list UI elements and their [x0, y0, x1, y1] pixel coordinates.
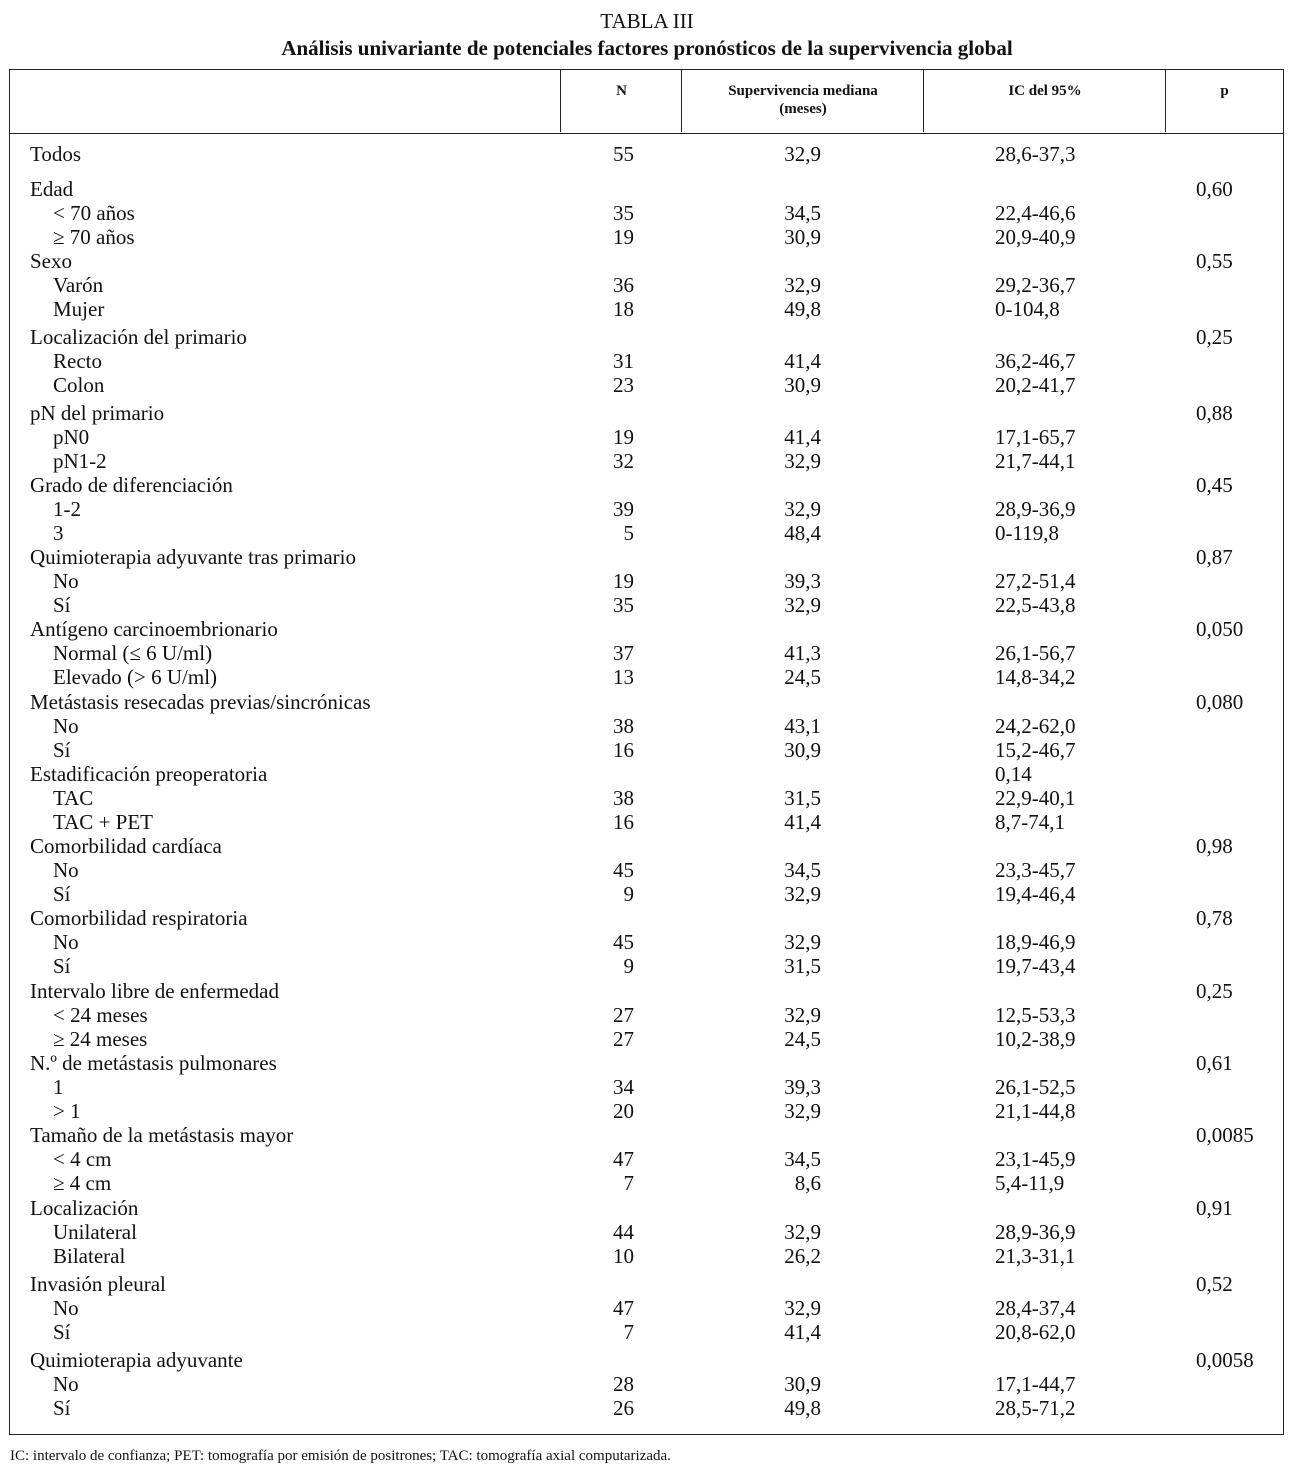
row-p: 0,61: [1196, 1051, 1233, 1075]
row-n: 55: [613, 142, 634, 166]
table-row: [10, 1051, 1283, 1075]
row-label: Edad: [30, 177, 74, 201]
table-row: [10, 401, 1283, 425]
row-n: 31: [613, 349, 634, 373]
row-ci: 24,2-62,0: [995, 714, 1076, 738]
row-ci: 29,2-36,7: [995, 273, 1076, 297]
row-label: Intervalo libre de enfermedad: [30, 979, 279, 1003]
row-n: 37: [613, 641, 634, 665]
row-p: 0,91: [1196, 1196, 1233, 1220]
table-row: [10, 449, 1283, 473]
row-label: Tamaño de la metástasis mayor: [30, 1123, 294, 1147]
table-row: [10, 325, 1283, 349]
row-median: 32,9: [784, 142, 821, 166]
row-median: 32,9: [784, 1220, 821, 1244]
row-p: 0,25: [1196, 979, 1233, 1003]
table-row: [10, 1396, 1283, 1420]
table-row: [10, 979, 1283, 1003]
table-row: [10, 425, 1283, 449]
table-row: [10, 641, 1283, 665]
row-ci: 21,7-44,1: [995, 449, 1076, 473]
row-ci: 28,9-36,9: [995, 1220, 1076, 1244]
row-ci: 19,7-43,4: [995, 954, 1076, 978]
row-ci: 22,5-43,8: [995, 593, 1076, 617]
row-median: 43,1: [784, 714, 821, 738]
table-row: [10, 1372, 1283, 1396]
row-label: Localización: [30, 1196, 139, 1220]
row-median: 41,4: [784, 425, 821, 449]
row-ci: 28,9-36,9: [995, 497, 1076, 521]
table-row: [10, 373, 1283, 397]
row-label: Comorbilidad respiratoria: [30, 906, 248, 930]
table-row: [10, 1320, 1283, 1344]
row-n: 7: [623, 1171, 634, 1195]
row-label: Quimioterapia adyuvante: [30, 1348, 243, 1372]
row-label: 1: [53, 1075, 64, 1099]
row-n: 16: [613, 738, 634, 762]
row-n: 19: [613, 225, 634, 249]
row-ci: 0-104,8: [995, 297, 1060, 321]
row-label: Localización del primario: [30, 325, 247, 349]
row-n: 34: [613, 1075, 634, 1099]
row-label: Sí: [53, 1396, 71, 1420]
row-n: 27: [613, 1027, 634, 1051]
row-ci: 10,2-38,9: [995, 1027, 1076, 1051]
table-row: [10, 1348, 1283, 1372]
row-label: Unilateral: [53, 1220, 137, 1244]
table-row: [10, 1075, 1283, 1099]
row-n: 39: [613, 497, 634, 521]
row-ci: 28,6-37,3: [995, 142, 1076, 166]
row-median: 41,3: [784, 641, 821, 665]
row-median: 41,4: [784, 810, 821, 834]
table-row: [10, 906, 1283, 930]
row-n: 38: [613, 714, 634, 738]
row-n: 28: [613, 1372, 634, 1396]
row-median: 32,9: [784, 1296, 821, 1320]
table-row: [10, 1003, 1283, 1027]
row-median: 32,9: [784, 273, 821, 297]
table-header: [10, 70, 1283, 134]
row-ci: 18,9-46,9: [995, 930, 1076, 954]
row-median: 30,9: [784, 373, 821, 397]
row-n: 32: [613, 449, 634, 473]
row-ci: 20,9-40,9: [995, 225, 1076, 249]
row-label: 1-2: [53, 497, 81, 521]
row-label: No: [53, 1296, 79, 1320]
row-median: 32,9: [784, 930, 821, 954]
table-row: [10, 569, 1283, 593]
row-ci: 19,4-46,4: [995, 882, 1076, 906]
row-median: 8,6: [794, 1171, 821, 1195]
row-label: TAC + PET: [53, 810, 153, 834]
row-ci: 0,14: [995, 762, 1032, 786]
row-label: Elevado (> 6 U/ml): [53, 665, 218, 689]
row-p: 0,60: [1196, 177, 1233, 201]
row-label: Sí: [53, 593, 71, 617]
row-label: < 4 cm: [53, 1147, 112, 1171]
row-label: Todos: [30, 142, 82, 166]
row-label: N.º de metástasis pulmonares: [30, 1051, 277, 1075]
row-ci: 12,5-53,3: [995, 1003, 1076, 1027]
row-label: Mujer: [53, 297, 105, 321]
table-row: [10, 249, 1283, 273]
row-label: < 70 años: [53, 201, 135, 225]
row-ci: 21,3-31,1: [995, 1244, 1076, 1268]
table-row: [10, 1147, 1283, 1171]
row-label: Quimioterapia adyuvante tras primario: [30, 545, 356, 569]
row-label: < 24 meses: [53, 1003, 148, 1027]
row-n: 47: [613, 1147, 634, 1171]
row-median: 24,5: [784, 1027, 821, 1051]
row-p: 0,080: [1196, 690, 1244, 714]
row-label: ≥ 24 meses: [53, 1027, 148, 1051]
row-p: 0,98: [1196, 834, 1233, 858]
row-median: 32,9: [784, 449, 821, 473]
table-row: [10, 201, 1283, 225]
table-row: [10, 1296, 1283, 1320]
row-label: Invasión pleural: [30, 1272, 166, 1296]
row-p: 0,45: [1196, 473, 1233, 497]
row-label: Antígeno carcinoembrionario: [30, 617, 278, 641]
row-median: 31,5: [784, 954, 821, 978]
row-median: 48,4: [784, 521, 821, 545]
row-p: 0,52: [1196, 1272, 1233, 1296]
table-row: [10, 349, 1283, 373]
row-label: 3: [53, 521, 64, 545]
table-row: [10, 665, 1283, 689]
table-row: [10, 714, 1283, 738]
row-label: > 1: [53, 1099, 81, 1123]
table-frame: [9, 69, 1284, 1435]
table-footnote: IC: intervalo de confianza; PET: tomografía por emisión de positrones; TAC: tomografía axial computarizada.: [10, 1448, 671, 1464]
table-row: [10, 1272, 1283, 1296]
row-ci: 26,1-52,5: [995, 1075, 1076, 1099]
column-header-n: N: [616, 83, 627, 99]
row-median: 30,9: [784, 225, 821, 249]
row-n: 5: [623, 521, 634, 545]
row-median: 49,8: [784, 1396, 821, 1420]
row-median: 26,2: [784, 1244, 821, 1268]
row-label: No: [53, 858, 79, 882]
row-n: 23: [613, 373, 634, 397]
row-median: 34,5: [784, 858, 821, 882]
row-label: Sexo: [30, 249, 72, 273]
row-median: 39,3: [784, 569, 821, 593]
row-p: 0,78: [1196, 906, 1233, 930]
row-label: ≥ 70 años: [53, 225, 135, 249]
row-label: Varón: [53, 273, 104, 297]
column-header-ci: IC del 95%: [1008, 83, 1082, 99]
row-median: 39,3: [784, 1075, 821, 1099]
row-label: Sí: [53, 954, 71, 978]
row-median: 49,8: [784, 297, 821, 321]
row-n: 47: [613, 1296, 634, 1320]
table-row: [10, 497, 1283, 521]
row-label: No: [53, 1372, 79, 1396]
table-row: [10, 858, 1283, 882]
row-p: 0,050: [1196, 617, 1244, 641]
row-n: 9: [623, 954, 634, 978]
row-median: 34,5: [784, 201, 821, 225]
row-n: 35: [613, 201, 634, 225]
column-header-median-line1: Supervivencia mediana: [728, 83, 878, 99]
row-ci: 22,9-40,1: [995, 786, 1076, 810]
row-label: pN del primario: [30, 401, 165, 425]
row-p: 0,0085: [1196, 1123, 1254, 1147]
row-ci: 20,8-62,0: [995, 1320, 1076, 1344]
table-row: [10, 1220, 1283, 1244]
row-label: TAC: [53, 786, 94, 810]
row-ci: 28,5-71,2: [995, 1396, 1076, 1420]
table-row: [10, 1196, 1283, 1220]
table-row: [10, 617, 1283, 641]
row-label: Sí: [53, 1320, 71, 1344]
table-row: [10, 762, 1283, 786]
table-row: [10, 690, 1283, 714]
row-median: 32,9: [784, 1003, 821, 1027]
row-n: 45: [613, 930, 634, 954]
table-subtitle: Análisis univariante de potenciales factores pronósticos de la supervivencia global: [281, 36, 1013, 60]
row-label: Comorbilidad cardíaca: [30, 834, 222, 858]
row-median: 41,4: [784, 1320, 821, 1344]
row-ci: 8,7-74,1: [995, 810, 1065, 834]
table-row: [10, 738, 1283, 762]
row-label: Recto: [53, 349, 102, 373]
row-n: 45: [613, 858, 634, 882]
row-median: 32,9: [784, 1099, 821, 1123]
row-n: 9: [623, 882, 634, 906]
table-row: [10, 1027, 1283, 1051]
row-ci: 23,3-45,7: [995, 858, 1076, 882]
row-n: 10: [613, 1244, 634, 1268]
row-label: pN0: [53, 425, 90, 449]
row-p: 0,87: [1196, 545, 1233, 569]
table-row: [10, 593, 1283, 617]
row-label: Metástasis resecadas previas/sincrónicas: [30, 690, 371, 714]
row-ci: 22,4-46,6: [995, 201, 1076, 225]
row-ci: 26,1-56,7: [995, 641, 1076, 665]
row-n: 16: [613, 810, 634, 834]
column-header-p: p: [1220, 83, 1229, 99]
row-n: 19: [613, 569, 634, 593]
row-label: Estadificación preoperatoria: [30, 762, 268, 786]
row-median: 32,9: [784, 882, 821, 906]
row-ci: 20,2-41,7: [995, 373, 1076, 397]
row-n: 20: [613, 1099, 634, 1123]
row-label: pN1-2: [53, 449, 107, 473]
row-p: 0,88: [1196, 401, 1233, 425]
row-label: Grado de diferenciación: [30, 473, 233, 497]
row-label: ≥ 4 cm: [53, 1171, 112, 1195]
row-n: 27: [613, 1003, 634, 1027]
table-row: [10, 930, 1283, 954]
column-header-median: [682, 70, 924, 132]
row-median: 41,4: [784, 349, 821, 373]
table-row: [10, 297, 1283, 321]
row-ci: 23,1-45,9: [995, 1147, 1076, 1171]
row-median: 32,9: [784, 593, 821, 617]
table-row: [10, 810, 1283, 834]
table-row: [10, 1244, 1283, 1268]
row-ci: 5,4-11,9: [995, 1171, 1065, 1195]
table-row: [10, 1171, 1283, 1195]
row-ci: 17,1-65,7: [995, 425, 1076, 449]
row-label: Normal (≤ 6 U/ml): [53, 641, 213, 665]
table-row: [10, 545, 1283, 569]
row-p: 0,0058: [1196, 1348, 1254, 1372]
column-header-median-line2: (meses): [779, 101, 827, 117]
row-median: 32,9: [784, 497, 821, 521]
row-median: 24,5: [784, 665, 821, 689]
row-ci: 0-119,8: [995, 521, 1059, 545]
row-n: 44: [613, 1220, 634, 1244]
row-median: 31,5: [784, 786, 821, 810]
table-row: [10, 177, 1283, 201]
table-row: [10, 142, 1283, 166]
table-row: [10, 521, 1283, 545]
row-ci: 14,8-34,2: [995, 665, 1076, 689]
row-median: 34,5: [784, 1147, 821, 1171]
row-n: 35: [613, 593, 634, 617]
table-row: [10, 473, 1283, 497]
row-ci: 17,1-44,7: [995, 1372, 1076, 1396]
table-row: [10, 1099, 1283, 1123]
table-row: [10, 882, 1283, 906]
table-row: [10, 273, 1283, 297]
row-label: No: [53, 714, 79, 738]
row-n: 13: [613, 665, 634, 689]
row-n: 36: [613, 273, 634, 297]
row-n: 7: [623, 1320, 634, 1344]
row-label: No: [53, 930, 79, 954]
table-row: [10, 954, 1283, 978]
row-label: Sí: [53, 738, 71, 762]
row-ci: 36,2-46,7: [995, 349, 1076, 373]
row-n: 18: [613, 297, 634, 321]
row-label: Bilateral: [53, 1244, 126, 1268]
row-label: Sí: [53, 882, 71, 906]
row-ci: 27,2-51,4: [995, 569, 1076, 593]
row-ci: 21,1-44,8: [995, 1099, 1076, 1123]
row-label: No: [53, 569, 79, 593]
table-row: [10, 834, 1283, 858]
row-n: 38: [613, 786, 634, 810]
row-ci: 15,2-46,7: [995, 738, 1076, 762]
row-ci: 28,4-37,4: [995, 1296, 1076, 1320]
row-label: Colon: [53, 373, 105, 397]
row-median: 30,9: [784, 738, 821, 762]
row-n: 19: [613, 425, 634, 449]
table-title: TABLA III: [600, 9, 694, 33]
table-row: [10, 786, 1283, 810]
row-median: 30,9: [784, 1372, 821, 1396]
row-p: 0,25: [1196, 325, 1233, 349]
row-p: 0,55: [1196, 249, 1233, 273]
table-row: [10, 225, 1283, 249]
row-n: 26: [613, 1396, 634, 1420]
table-row: [10, 1123, 1283, 1147]
